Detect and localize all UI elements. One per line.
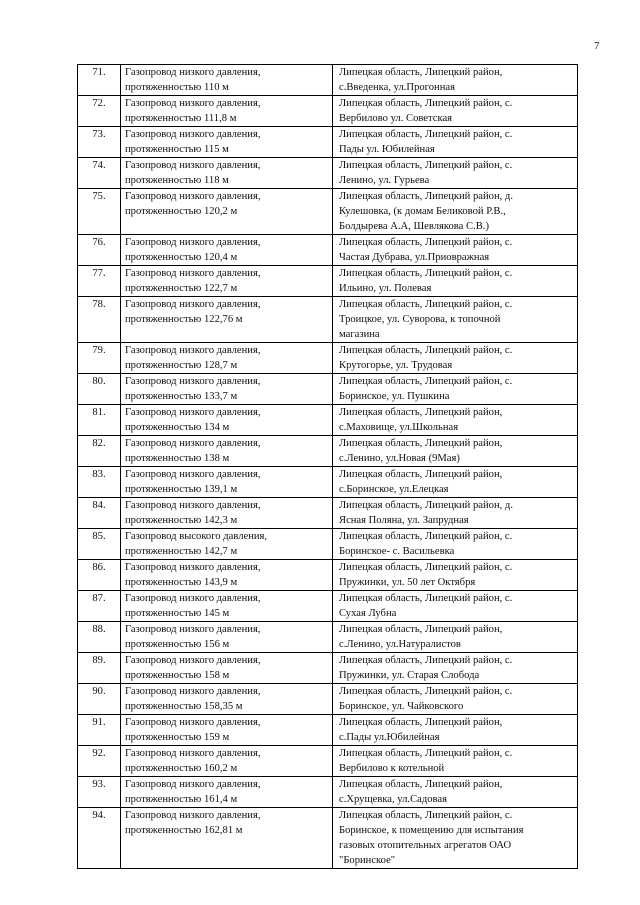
table-row xyxy=(78,684,578,715)
object-name-cell: Газопровод низкого давления, протяженностью 162,81 м xyxy=(121,808,333,869)
address-cell: Липецкая область, Липецкий район, с. Вербилово к котельной xyxy=(333,746,578,777)
object-name-cell: Газопровод низкого давления, протяженностью 134 м xyxy=(121,405,333,436)
table-row xyxy=(78,653,578,684)
table-row xyxy=(78,591,578,622)
table-row xyxy=(78,808,578,869)
table-row xyxy=(78,746,578,777)
address-cell: Липецкая область, Липецкий район, с.Ленино, ул.Натуралистов xyxy=(333,622,578,653)
address-cell: Липецкая область, Липецкий район, с. Боринское, ул. Пушкина xyxy=(333,374,578,405)
row-number-cell: 90. xyxy=(78,684,121,715)
object-name-cell: Газопровод низкого давления, протяженностью 159 м xyxy=(121,715,333,746)
table-row xyxy=(78,498,578,529)
address-cell: Липецкая область, Липецкий район, с. Троицкое, ул. Суворова, к топочной магазина xyxy=(333,297,578,343)
row-number-cell: 85. xyxy=(78,529,121,560)
row-number-cell: 77. xyxy=(78,266,121,297)
object-name-cell: Газопровод низкого давления, протяженностью 139,1 м xyxy=(121,467,333,498)
object-name-cell: Газопровод низкого давления, протяженностью 143,9 м xyxy=(121,560,333,591)
table-row xyxy=(78,235,578,266)
table-row xyxy=(78,158,578,189)
table-row xyxy=(78,96,578,127)
object-name-cell: Газопровод низкого давления, протяженностью 120,2 м xyxy=(121,189,333,235)
row-number-cell: 92. xyxy=(78,746,121,777)
table-row xyxy=(78,65,578,96)
object-name-cell: Газопровод низкого давления, протяженностью 110 м xyxy=(121,65,333,96)
table-row xyxy=(78,560,578,591)
table-row xyxy=(78,343,578,374)
row-number-cell: 82. xyxy=(78,436,121,467)
object-name-cell: Газопровод низкого давления, протяженностью 161,4 м xyxy=(121,777,333,808)
object-name-cell: Газопровод низкого давления, протяженностью 158,35 м xyxy=(121,684,333,715)
row-number-cell: 83. xyxy=(78,467,121,498)
object-name-cell: Газопровод низкого давления, протяженностью 111,8 м xyxy=(121,96,333,127)
row-number-cell: 87. xyxy=(78,591,121,622)
table-row xyxy=(78,127,578,158)
row-number-cell: 72. xyxy=(78,96,121,127)
address-cell: Липецкая область, Липецкий район, с.Боринское, ул.Елецкая xyxy=(333,467,578,498)
table-row xyxy=(78,467,578,498)
object-name-cell: Газопровод низкого давления, протяженностью 133,7 м xyxy=(121,374,333,405)
address-cell: Липецкая область, Липецкий район, с. Ильино, ул. Полевая xyxy=(333,266,578,297)
table-body xyxy=(78,65,578,869)
page-number: 7 xyxy=(594,40,600,52)
address-cell: Липецкая область, Липецкий район, с. Боринское- с. Васильевка xyxy=(333,529,578,560)
row-number-cell: 78. xyxy=(78,297,121,343)
object-name-cell: Газопровод низкого давления, протяженностью 120,4 м xyxy=(121,235,333,266)
object-name-cell: Газопровод низкого давления, протяженностью 138 м xyxy=(121,436,333,467)
row-number-cell: 74. xyxy=(78,158,121,189)
object-name-cell: Газопровод низкого давления, протяженностью 128,7 м xyxy=(121,343,333,374)
row-number-cell: 86. xyxy=(78,560,121,591)
object-name-cell: Газопровод высокого давления, протяженностью 142,7 м xyxy=(121,529,333,560)
object-name-cell: Газопровод низкого давления, протяженностью 118 м xyxy=(121,158,333,189)
table-row xyxy=(78,622,578,653)
address-cell: Липецкая область, Липецкий район, с. Боринское, ул. Чайковского xyxy=(333,684,578,715)
address-cell: Липецкая область, Липецкий район, с. Крутогорье, ул. Трудовая xyxy=(333,343,578,374)
table-row xyxy=(78,715,578,746)
address-cell: Липецкая область, Липецкий район, д. Кулешовка, (к домам Беликовой Р.В., Болдырева А.А, Шевлякова С.В.) xyxy=(333,189,578,235)
row-number-cell: 94. xyxy=(78,808,121,869)
table-row xyxy=(78,436,578,467)
table-row xyxy=(78,189,578,235)
row-number-cell: 89. xyxy=(78,653,121,684)
address-cell: Липецкая область, Липецкий район, с. Боринское, к помещению для испытания газовых отопительных агрегатов ОАО "Боринское" xyxy=(333,808,578,869)
address-cell: Липецкая область, Липецкий район, с. Сухая Лубна xyxy=(333,591,578,622)
address-cell: Липецкая область, Липецкий район, с. Частая Дубрава, ул.Приовражная xyxy=(333,235,578,266)
row-number-cell: 93. xyxy=(78,777,121,808)
row-number-cell: 76. xyxy=(78,235,121,266)
object-name-cell: Газопровод низкого давления, протяженностью 142,3 м xyxy=(121,498,333,529)
row-number-cell: 81. xyxy=(78,405,121,436)
row-number-cell: 73. xyxy=(78,127,121,158)
row-number-cell: 91. xyxy=(78,715,121,746)
address-cell: Липецкая область, Липецкий район, с.Введенка, ул.Прогонная xyxy=(333,65,578,96)
address-cell: Липецкая область, Липецкий район, с.Ленино, ул.Новая (9Мая) xyxy=(333,436,578,467)
row-number-cell: 75. xyxy=(78,189,121,235)
row-number-cell: 84. xyxy=(78,498,121,529)
address-cell: Липецкая область, Липецкий район, с. Пружинки, ул. 50 лет Октября xyxy=(333,560,578,591)
row-number-cell: 79. xyxy=(78,343,121,374)
address-cell: Липецкая область, Липецкий район, с. Вербилово ул. Советская xyxy=(333,96,578,127)
object-name-cell: Газопровод низкого давления, протяженностью 160,2 м xyxy=(121,746,333,777)
address-cell: Липецкая область, Липецкий район, с.Хрущевка, ул.Садовая xyxy=(333,777,578,808)
address-cell: Липецкая область, Липецкий район, с.Пады ул.Юбилейная xyxy=(333,715,578,746)
object-name-cell: Газопровод низкого давления, протяженностью 115 м xyxy=(121,127,333,158)
address-cell: Липецкая область, Липецкий район, с. Ленино, ул. Гурьева xyxy=(333,158,578,189)
object-name-cell: Газопровод низкого давления, протяженностью 122,7 м xyxy=(121,266,333,297)
table-row xyxy=(78,777,578,808)
table-row xyxy=(78,529,578,560)
table-row xyxy=(78,297,578,343)
object-name-cell: Газопровод низкого давления, протяженностью 156 м xyxy=(121,622,333,653)
address-cell: Липецкая область, Липецкий район, с. Пады ул. Юбилейная xyxy=(333,127,578,158)
object-name-cell: Газопровод низкого давления, протяженностью 158 м xyxy=(121,653,333,684)
address-cell: Липецкая область, Липецкий район, д. Ясная Поляна, ул. Запрудная xyxy=(333,498,578,529)
object-name-cell: Газопровод низкого давления, протяженностью 122,76 м xyxy=(121,297,333,343)
address-cell: Липецкая область, Липецкий район, с.Маховище, ул.Школьная xyxy=(333,405,578,436)
table-row xyxy=(78,374,578,405)
row-number-cell: 71. xyxy=(78,65,121,96)
object-name-cell: Газопровод низкого давления, протяженностью 145 м xyxy=(121,591,333,622)
address-cell: Липецкая область, Липецкий район, с. Пружинки, ул. Старая Слобода xyxy=(333,653,578,684)
table-row xyxy=(78,405,578,436)
table-row xyxy=(78,266,578,297)
row-number-cell: 80. xyxy=(78,374,121,405)
gas-pipeline-table xyxy=(77,64,578,869)
row-number-cell: 88. xyxy=(78,622,121,653)
